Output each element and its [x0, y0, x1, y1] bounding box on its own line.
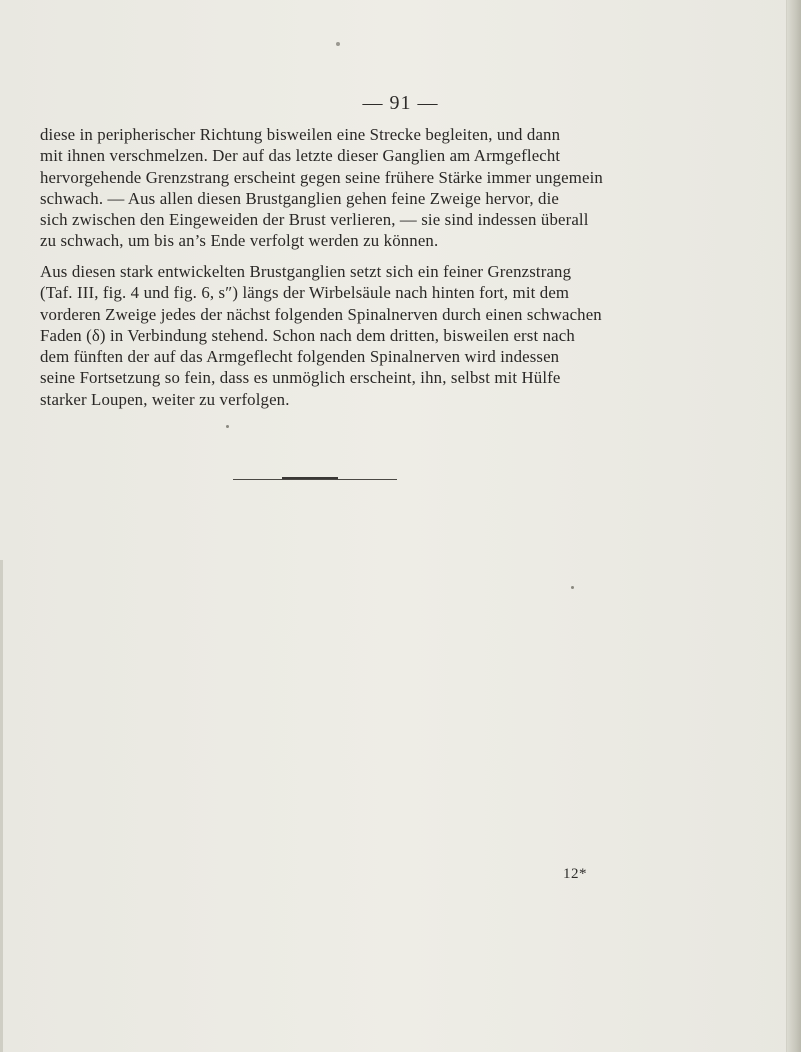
- body-paragraph-2: Aus diesen stark entwickelten Brustganglien setzt sich ein feiner Grenzstrang (Taf. III, fig. 4 und fig. 6, s″) längs der Wirbelsäule nach hinten fort, mit dem vorderen Zweige jedes der nächst folgenden Spinalnerven durch einen schwachen Faden (δ) in Verbindung stehend. Schon nach dem dritten, bisweilen erst nach dem fünften der auf das Armgeflecht folgenden Spinalnerven wird indessen seine Fortsetzung so fein, dass es unmöglich erscheint, ihn, selbst mit Hülfe starker Loupen, weiter zu verfolgen.: [40, 262, 602, 409]
- ink-speck: [571, 586, 574, 589]
- page-edge-right: [786, 0, 801, 1052]
- ink-speck: [336, 42, 340, 46]
- printer-signature: 12*: [563, 866, 587, 882]
- section-divider-center: [282, 477, 338, 479]
- section-divider: [233, 479, 397, 480]
- body-paragraph-1: diese in peripherischer Richtung bisweilen eine Strecke begleiten, und dann mit ihnen verschmelzen. Der auf das letzte dieser Ganglien am Armgeflecht hervorgehende Grenzstrang erscheint gegen seine frühere Stärke immer ungemein schwach. — Aus allen diesen Brustganglien gehen feine Zweige hervor, die sich zwischen den Eingeweiden der Brust verlieren, — sie sind indessen überall zu schwach, um bis an’s Ende verfolgt werden zu können.: [40, 125, 603, 251]
- page-edge-left: [0, 560, 3, 1052]
- ink-speck: [226, 425, 229, 428]
- page-number: — 91 —: [362, 92, 439, 114]
